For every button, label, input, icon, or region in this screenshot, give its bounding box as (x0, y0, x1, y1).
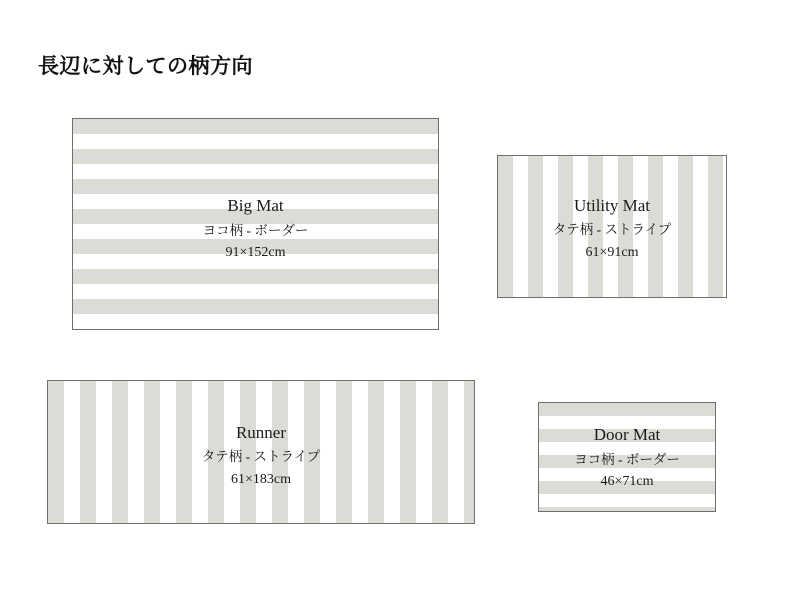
mat-size: 91×152cm (225, 245, 286, 261)
mat-label-group (498, 193, 726, 263)
mat-size: 46×71cm (600, 473, 654, 489)
mat-pattern: タテ柄 - ストライプ (201, 449, 321, 465)
mat-name: Big Mat (227, 196, 284, 216)
mat-pattern: ヨコ柄 - ボーダー (574, 451, 680, 467)
mat-size: 61×91cm (585, 244, 639, 260)
mat-pattern: タテ柄 - ストライプ (552, 222, 672, 238)
mat-utility-mat (497, 155, 727, 298)
mat-big-mat (72, 118, 439, 330)
mat-label-group (73, 193, 438, 263)
mat-door-mat (538, 402, 716, 512)
mat-name: Runner (235, 422, 287, 442)
mat-runner (47, 380, 475, 524)
mat-label-group (539, 422, 715, 492)
mat-size: 61×183cm (231, 471, 291, 487)
mat-name: Door Mat (593, 425, 661, 445)
mat-pattern: ヨコ柄 - ボーダー (202, 222, 309, 238)
mat-name: Utility Mat (573, 196, 651, 216)
page-title: 長辺に対しての柄方向 (38, 54, 253, 78)
mat-label-group (48, 420, 474, 490)
